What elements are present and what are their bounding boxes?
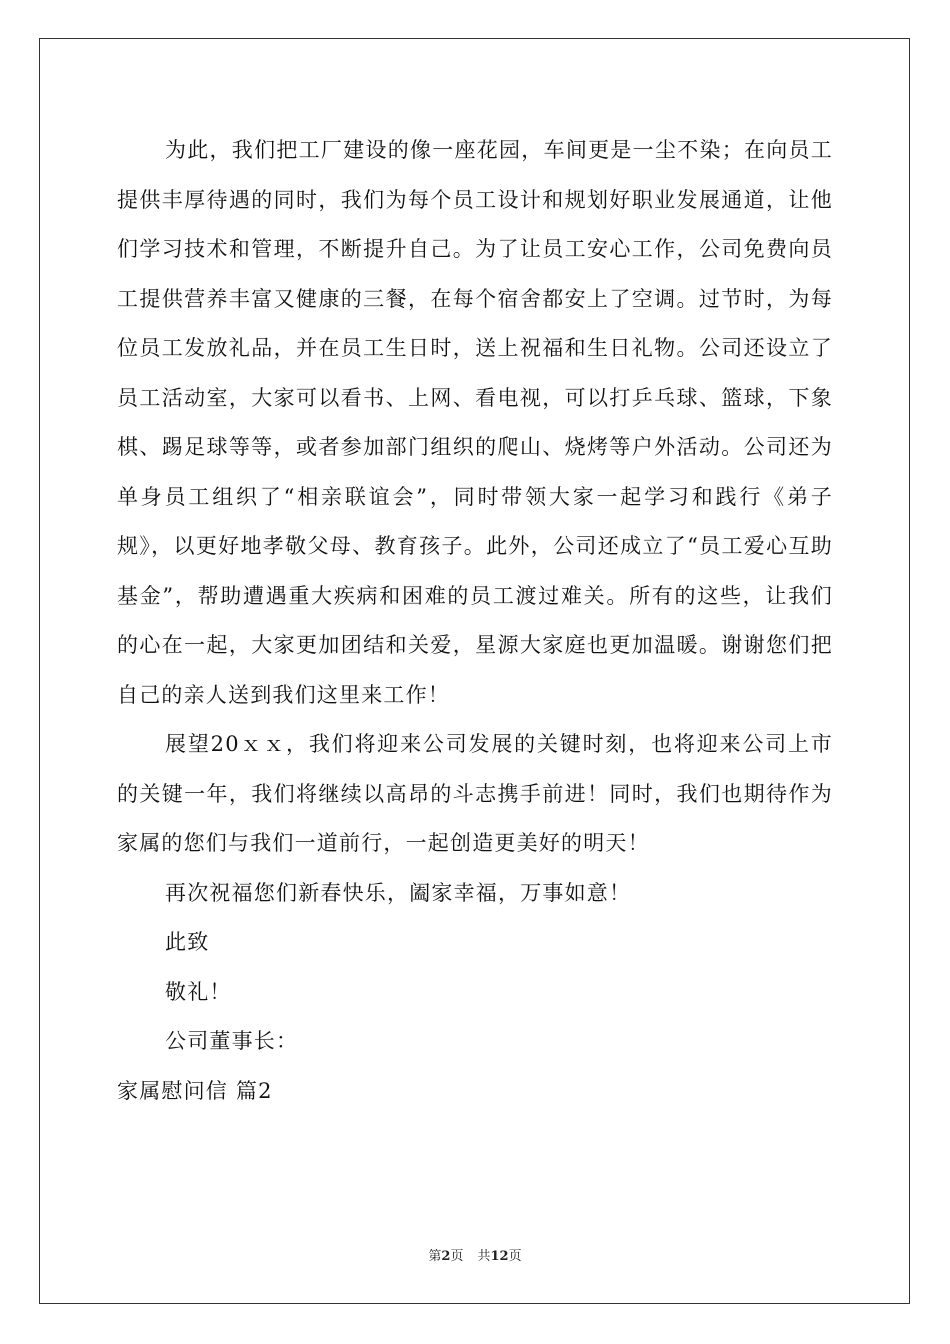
total-suffix: 页 (508, 1249, 522, 1264)
closing-regards: 敬礼！ (165, 979, 232, 1004)
total-prefix: 共 (477, 1249, 491, 1264)
page-prefix: 第 (428, 1249, 442, 1264)
page-suffix: 页 (450, 1249, 464, 1264)
page-footer (0, 1245, 950, 1264)
closing-salutation: 此致 (165, 930, 210, 954)
body-paragraph-1: 为此，我们把工厂建设的像一座花园，车间更是一尘不染；在向员工提供丰厚待遇的同时，我们为每个员工设计和规划好职业发展通道，让他们学习技术和管理，不断提升自己。为了让员工安心工作，公司免费向员工提供营养丰富又健康的三餐，在每个宿舍都安上了空调。过节时，为每位员工发放礼品，并在员工生日时，送上祝福和生日礼物。公司还设立了员工活动室，大家可以看书、上网、看电视，可以打乒乓球、篮球，下象棋、踢足球等等，或者参加部门组织的爬山、烧烤等户外活动。公司还为单身员工组织了“相亲联谊会”，同时带领大家一起学习和践行《弟子规》，以更好地孝敬父母、教育孩子。此外，公司还成立了“员工爱心互助基金”，帮助遭遇重大疾病和困难的员工渡过难关。所有的这些，让我们的心在一起，大家更加团结和关爱，星源大家庭也更加温暖。谢谢您们把自己的亲人送到我们这里来工作！ (117, 138, 833, 707)
body-paragraph-2: 展望20ｘｘ，我们将迎来公司发展的关键时刻，也将迎来公司上市的关键一年，我们将继续以高昂的斗志携手前进！同时，我们也期待作为家属的您们与我们一道前行，一起创造更美好的明天！ (117, 732, 833, 855)
signature-line: 公司董事长： (165, 1029, 299, 1053)
body-paragraph-3: 再次祝福您们新春快乐，阖家幸福，万事如意！ (165, 880, 632, 905)
document-body (117, 126, 833, 1116)
total-pages-number: 12 (490, 1249, 509, 1264)
current-page-number: 2 (441, 1249, 451, 1264)
section-heading: 家属慰问信 篇2 (117, 1078, 273, 1103)
